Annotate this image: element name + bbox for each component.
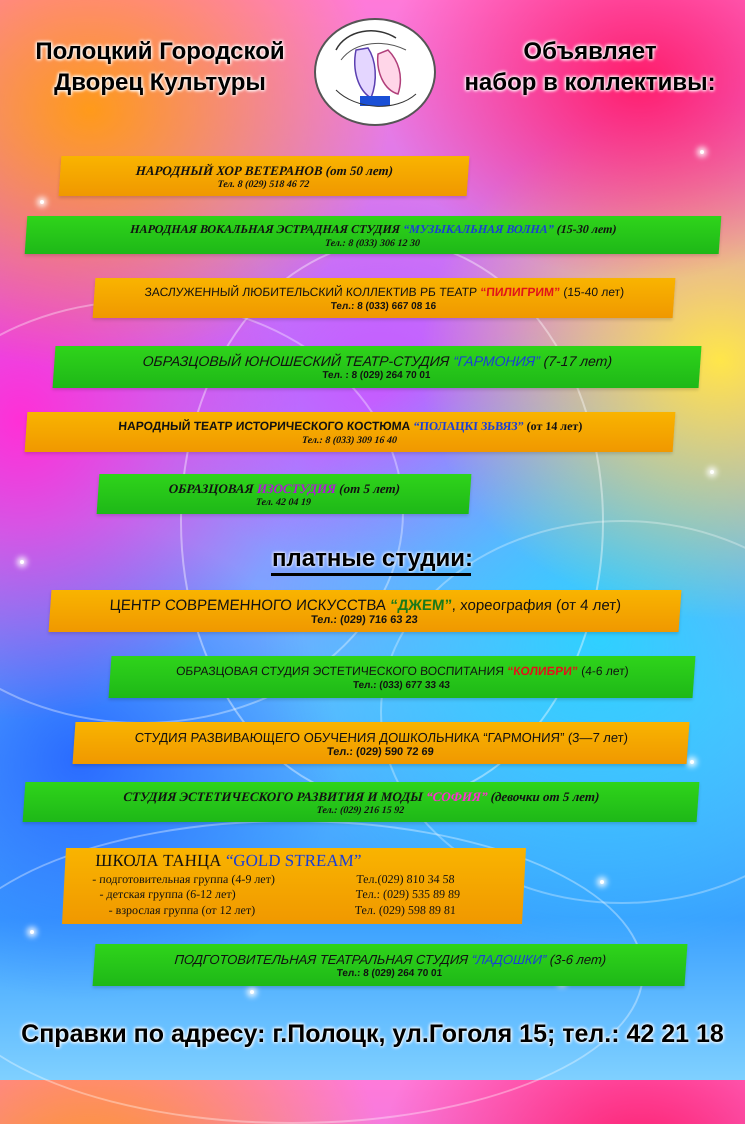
- paid-title: СТУДИЯ ЭСТЕТИЧЕСКОГО РАЗВИТИЯ И МОДЫ “СОФИЯ” (девочки от 5 лет): [122, 788, 600, 804]
- masks-icon: [316, 20, 434, 124]
- paid-strip: [23, 782, 700, 822]
- collective-strip: [53, 346, 702, 388]
- group-name: - детская группа (6-12 лет): [99, 887, 237, 901]
- sparkle-icon: [690, 760, 694, 764]
- theatre-masks-logo: [314, 18, 436, 126]
- group-phone: Тел.(029) 810 34 58: [356, 872, 455, 886]
- header-right: [440, 36, 740, 98]
- collective-strip: [97, 474, 472, 514]
- sparkle-icon: [250, 990, 254, 994]
- header-right-line2: набор в коллективы:: [464, 69, 716, 96]
- sparkle-icon: [710, 470, 714, 474]
- paid-title: ОБРАЗЦОВАЯ СТУДИЯ ЭСТЕТИЧЕСКОГО ВОСПИТАНИЯ “КОЛИБРИ” (4-6 лет): [175, 663, 630, 678]
- paid-phone: Тел.: (029) 216 15 92: [316, 804, 405, 816]
- sparkle-icon: [40, 200, 44, 204]
- collective-strip: [25, 412, 676, 452]
- collective-title: ПОДГОТОВИТЕЛЬНАЯ ТЕАТРАЛЬНАЯ СТУДИЯ “ЛАДОШКИ” (3-6 лет): [174, 951, 607, 967]
- paid-strip: [73, 722, 690, 764]
- collective-strip: [93, 278, 676, 318]
- collective-phone: Тел.: 8 (033) 309 16 40: [301, 434, 398, 446]
- group-name: - взрослая группа (от 12 лет): [108, 903, 256, 917]
- sparkle-icon: [20, 560, 24, 564]
- dance-school-block: [62, 848, 526, 924]
- sparkle-icon: [700, 150, 704, 154]
- collective-title: ОБРАЗЦОВАЯ ИЗОСТУДИЯ (от 5 лет): [168, 480, 401, 496]
- collective-phone: Тел.: 8 (033) 667 08 16: [330, 300, 437, 312]
- footer-address: Справки по адресу: г.Полоцк, ул.Гоголя 15; тел.: 42 21 18: [21, 1020, 724, 1048]
- collective-title: ОБРАЗЦОВЫЙ ЮНОШЕСКИЙ ТЕАТР-СТУДИЯ “ГАРМОНИЯ” (7-17 лет): [142, 352, 613, 369]
- collective-strip: [25, 216, 722, 254]
- header-left-line1: Полоцкий Городской: [35, 38, 285, 65]
- paid-strip: [109, 656, 696, 698]
- group-name: - подготовительная группа (4-9 лет): [92, 872, 276, 886]
- collective-strip: [59, 156, 470, 196]
- collective-strip: [93, 944, 688, 986]
- dance-school-title: ШКОЛА ТАНЦА “GOLD STREAM”: [94, 851, 362, 870]
- header-left-line2: Дворец Культуры: [54, 69, 266, 96]
- paid-studios-underline: [271, 573, 471, 576]
- paid-title: СТУДИЯ РАЗВИВАЮЩЕГО ОБУЧЕНИЯ ДОШКОЛЬНИКА “ГАРМОНИЯ” (3—7 лет): [134, 729, 629, 745]
- collective-title: НАРОДНЫЙ ХОР ВЕТЕРАНОВ (от 50 лет): [135, 162, 394, 178]
- collective-title: ЗАСЛУЖЕННЫЙ ЛЮБИТЕЛЬСКИЙ КОЛЛЕКТИВ РБ ТЕАТР “ПИЛИГРИМ” (15-40 лет): [144, 284, 625, 299]
- sparkle-icon: [30, 930, 34, 934]
- collective-phone: Тел.: 8 (029) 264 70 01: [336, 967, 443, 979]
- sparkle-icon: [600, 880, 604, 884]
- group-phone: Тел.: (029) 535 89 89: [355, 887, 461, 901]
- paid-title: ЦЕНТР СОВРЕМЕННОГО ИСКУССТВА “ДЖЕМ”, хореография (от 4 лет): [109, 596, 622, 614]
- header-right-line1: Объявляет: [523, 38, 657, 65]
- paid-strip: [49, 590, 682, 632]
- paid-studios-title: платные студии:: [272, 545, 474, 572]
- paid-phone: Тел.: (029) 716 63 23: [310, 613, 419, 626]
- collective-title: НАРОДНАЯ ВОКАЛЬНАЯ ЭСТРАДНАЯ СТУДИЯ “МУЗЫКАЛЬНАЯ ВОЛНА” (15-30 лет): [129, 221, 618, 236]
- group-phone: Тел. (029) 598 89 81: [354, 903, 457, 917]
- paid-phone: Тел.: (033) 677 33 43: [352, 679, 451, 691]
- header-left: [10, 36, 310, 98]
- collective-phone: Тел. 8 (029) 518 46 72: [217, 178, 310, 190]
- paid-phone: Тел.: (029) 590 72 69: [326, 745, 435, 758]
- collective-phone: Тел.: 8 (033) 306 12 30: [324, 237, 421, 249]
- collective-phone: Тел. 42 04 19: [255, 496, 312, 508]
- collective-title: НАРОДНЫЙ ТЕАТР ИСТОРИЧЕСКОГО КОСТЮМА “ПОЛАЦКІ ЗЬВЯЗ” (от 14 лет): [118, 418, 583, 433]
- collective-phone: Тел. : 8 (029) 264 70 01: [321, 369, 431, 381]
